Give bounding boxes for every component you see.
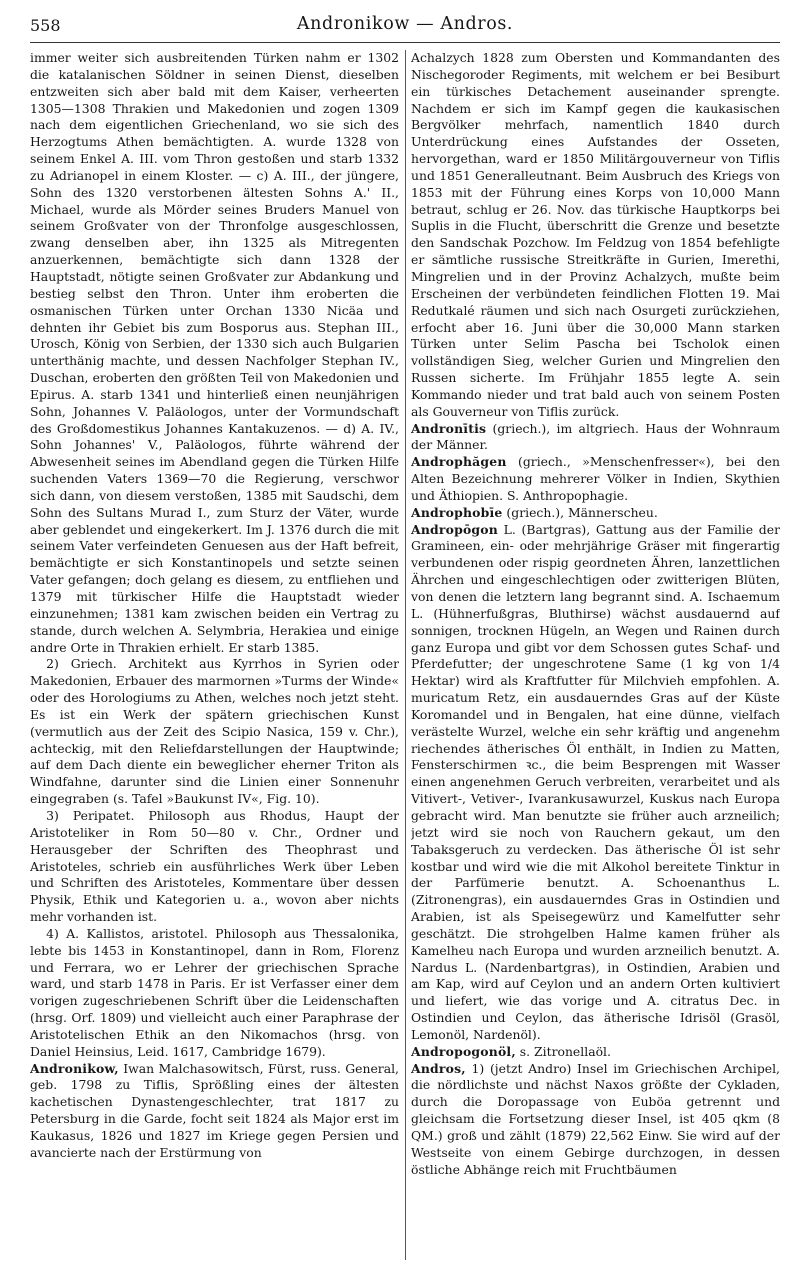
entry-andros bbox=[411, 1061, 780, 1179]
entry-andronikow bbox=[30, 1061, 399, 1162]
entry-andronitis-text: (griech.), im altgriech. Haus der Wohnraum der Männer. bbox=[411, 420, 780, 453]
headword-andros: Andros, bbox=[411, 1060, 466, 1076]
headword-andropogonoel: Andropogonöl, bbox=[411, 1043, 516, 1059]
entry-andronikow-text: Iwan Malchasowitsch, Fürst, russ. General, geb. 1798 zu Tiflis, Sprößling eines der ältesten kachetischen Dynastengeschlechter, trat 1817 zu Petersburg in die Garde, focht seit 1824 als Major erst im Kaukasus, 1826 und 1827 im Kriege gegen Persien und avancierte nach der Erstürmung von bbox=[30, 1060, 399, 1160]
entry-andronikos-architect: 2) Griech. Architekt aus Kyrrhos in Syrien oder Makedonien, Erbauer des marmornen »Turms der Winde« oder des Horologiums zu Athen, welches noch jetzt steht. Es ist ein Werk der spätern griechischen Kunst (vermutlich aus der Zeit des Scipio Nasica, 159 v. Chr.), achteckig, mit den Reliefdarstellungen der Hauptwinde; auf dem Dach diente ein beweglicher eherner Triton als Windfahne, darunter sind die Linien einer Sonnenuhr eingegraben (s. Tafel »Baukunst IV«, Fig. 10). bbox=[30, 656, 399, 807]
entry-andropogonoel bbox=[411, 1044, 780, 1061]
entry-andros-text: 1) (jetzt Andro) Insel im Griechischen Archipel, die nördlichste und nächst Naxos größte der Cykladen, durch die Doropassage von Euböa getrennt und gleichsam die Fortsetzung dieser Insel, ist 405 qkm (8 QM.) groß und zählt (1879) 22,562 Einw. Sie wird auf der Westseite von einem Gebirge durchzogen, in dessen östliche Abhänge reich mit Fruchtbäumen bbox=[411, 1060, 780, 1177]
headword-androphagen: Androphăgen bbox=[411, 454, 507, 470]
text-columns bbox=[30, 50, 780, 1260]
header-rule bbox=[30, 42, 780, 43]
entry-andronikos-peripatetic: 3) Peripatet. Philosoph aus Rhodus, Haupt der Aristoteliker in Rom 50—80 v. Chr., Ordner und Herausgeber der Schriften des Theophrast und Aristoteles, schrieb ein ausführliches Werk über Leben und Schriften des Aristoteles, Kommentare über dessen Physik, Ethik und Kategorien u. a., wovon aber nichts mehr vorhanden ist. bbox=[30, 807, 399, 925]
entry-andropogonoel-text: s. Zitronellaöl. bbox=[515, 1043, 611, 1059]
entry-andronitis bbox=[411, 421, 780, 455]
entry-androphobie-text: (griech.), Männerscheu. bbox=[502, 504, 658, 520]
headword-andropogon: Andropōgon bbox=[411, 521, 498, 537]
page-header bbox=[30, 14, 780, 40]
entry-androphagen bbox=[411, 454, 780, 505]
entry-androphobie bbox=[411, 505, 780, 522]
entry-andronikow-continued: Achalzych 1828 zum Obersten und Kommandanten des Nischegoroder Regiments, mit welchem er bei Besiburt ein türkisches Detachement auseinander sprengte. Nachdem er sich im Kampf gegen die kaukasischen Bergvölker mehrfach, namentlich 1840 durch Unterdrückung eines Aufstandes der Osseten, hervorgethan, ward er 1850 Militärgouverneur von Tiflis und 1851 Generalleutnant. Beim Ausbruch des Kriegs von 1853 mit der Führung eines Korps von 10,000 Mann betraut, schlug er 26. Nov. das türkische Hauptkorps bei Suplis in die Flucht, überschritt die Grenze und besetzte den Sandschak Pozchow. Im Feldzug von 1854 befehligte er sämtliche russische Streitkräfte in Gurien, Imerethi, Mingrelien und in der Provinz Achalzych, mußte beim Erscheinen der verbündeten feindlichen Flotten 19. Mai Redutkalé räumen und sich nach Osurgeti zurückziehen, erfocht aber 16. Juni über die 30,000 Mann starken Türken unter Selim Pascha bei Tscholok einen vollständigen Sieg, welcher Gurien und Mingrelien den Russen sicherte. Im Frühjahr 1855 legte A. sein Kommando nieder und trat bald auch von seinem Posten als Gouverneur von Tiflis zurück. bbox=[411, 50, 780, 419]
entry-andronikos-kallistos: 4) A. Kallistos, aristotel. Philosoph aus Thessalonika, lebte bis 1453 in Konstantinopel, dann in Rom, Florenz und Ferrara, wo er Lehrer der griechischen Sprache ward, und starb 1478 in Paris. Er ist Verfasser einer dem vorigen zugeschriebenen Schrift über die Leidenschaften (hrsg. Orf. 1809) und vielleicht auch einer Paraphrase der Aristotelischen Ethik an den Nikomachos (hrsg. von Daniel Heinsius, Leid. 1617, Cambridge 1679). bbox=[30, 925, 399, 1059]
column-divider bbox=[405, 50, 406, 1260]
entry-andropogon bbox=[411, 522, 780, 1044]
page-number: 558 bbox=[30, 16, 61, 35]
entry-andronikos-continued: immer weiter sich ausbreitenden Türken nahm er 1302 die katalanischen Söldner in seinen Dienst, dieselben entzweiten sich aber bald mit dem Kaiser, verheerten 1305—1308 Thrakien und Makedonien und zogen 1309 nach dem eigentlichen Griechenland, wo sie sich des Herzogtums Athen bemächtigten. A. wurde 1328 von seinem Enkel A. III. vom Thron gestoßen und starb 1332 zu Adrianopel in einem Kloster. — c) A. III., der jüngere, Sohn des 1320 verstorbenen ältesten Sohns A.' II., Michael, wurde als Mörder seines Bruders Manuel von seinem Großvater von der Thronfolge ausgeschlossen, zwang denselben aber, ihn 1325 als Mitregenten anzuerkennen, bemächtigte sich dann 1328 der Hauptstadt, nötigte seinen Großvater zur Abdankung und bestieg selbst den Thron. Unter ihm eroberten die osmanischen Türken unter Orchan 1330 Nicäa und dehnten ihr Gebiet bis zum Bosporus aus. Stephan III., Urosch, König von Serbien, der 1330 sich auch Bulgarien unterthänig machte, und dessen Nachfolger Stephan IV., Duschan, eroberten den größten Teil von Makedonien und Epirus. A. starb 1341 und hinterließ einen neunjährigen Sohn, Johannes V. Paläologos, unter der Vormundschaft des Großdomestikus Johannes Kantakuzenos. — d) A. IV., Sohn Johannes' V., Paläologos, führte während der Abwesenheit seines im Abendland gegen die Türken Hilfe suchenden Vaters 1369—70 die Regierung, verschwor sich dann, von diesem verstoßen, 1385 mit Saudschi, dem Sohn des Sultans Murad I., zum Sturz der Väter, wurde aber geblendet und eingekerkert. Im J. 1376 durch die mit seinem Vater verfeindeten Genuesen aus der Haft befreit, bemächtigte er sich Konstantinopels und setzte seinen Vater gefangen; doch gelang es diesem, zu entfliehen und 1379 mit türkischer Hilfe die Hauptstadt wieder einzunehmen; 1381 kam zwischen beiden ein Vertrag zu stande, durch welchen A. Selymbria, Herakiea und einige andre Orte in Thrakien erhielt. Er starb 1385. bbox=[30, 50, 399, 655]
headword-andronikow: Andronikow, bbox=[30, 1060, 119, 1076]
entry-androphagen-text: (griech., »Menschenfresser«), bei den Alten Bezeichnung mehrerer Völker in Indien, Skythien und Äthiopien. S. Anthropophagie. bbox=[411, 454, 780, 503]
headword-androphobie: Androphobīe bbox=[411, 504, 503, 520]
entry-andropogon-text: L. (Bartgras), Gattung aus der Familie der Gramineen, ein- oder mehrjährige Gräser mit fingerartig verbundenen oder rispig geordneten Ähren, lanzettlichen Ährchen und eingeschlechtigen oder zwitterigen Blüten, von denen die letztern lang begrannt sind. A. Ischaemum L. (Hühnerfußgras, Bluthirse) wächst ausdauernd auf sonnigen, trocknen Hügeln, an Wegen und Rainen durch ganz Europa und gibt vor dem Schossen gutes Schaf- und Pferdefutter; der ungeschrotene Same (1 kg von 1/4 Hektar) wird als Kraftfutter für Milchvieh empfohlen. A. muricatum Retz, ein ausdauerndes Gras auf der Küste Koromandel und in Bengalen, hat eine dünne, vielfach verästelte Wurzel, welche ein sehr kräftig und angenehm riechendes ätherisches Öl enthält, in Indien zu Matten, Fensterschirmen ꝛc., die beim Besprengen mit Wasser einen angenehmen Geruch verbreiten, verarbeitet und als Vitivert-, Vetiver-, Ivarankusawurzel, Kuskus nach Europa gebracht wird. Man benutzte sie früher auch arzneilich; jetzt wird sie noch von Rauchern gekaut, um den Tabaksgeruch zu verdecken. Das ätherische Öl ist sehr kostbar und wird wie die mit Alkohol bereitete Tinktur in der Parfümerie benutzt. A. Schoenanthus L. (Zitronengras), ein ausdauerndes Gras in Ostindien und Arabien, ist als Speisegewürz und Kamelfutter sehr geschätzt. Die strohgelben Halme kamen früher als Kamelheu nach Europa und wurden arzneilich benutzt. A. Nardus L. (Nardenbartgras), in Ostindien, Arabien und am Kap, wird auf Ceylon und an andern Orten kultiviert und liefert, wie das vorige und A. citratus Dec. in Ostindien und Ceylon, das ätherische Idrisöl (Grasöl, Lemonöl, Nardenöl). bbox=[411, 521, 780, 1042]
headword-andronitis: Andronītis bbox=[411, 420, 487, 436]
dictionary-page bbox=[30, 14, 780, 1264]
right-column bbox=[411, 50, 780, 1260]
left-column bbox=[30, 50, 399, 1260]
running-head: Andronikow — Andros. bbox=[296, 14, 514, 34]
